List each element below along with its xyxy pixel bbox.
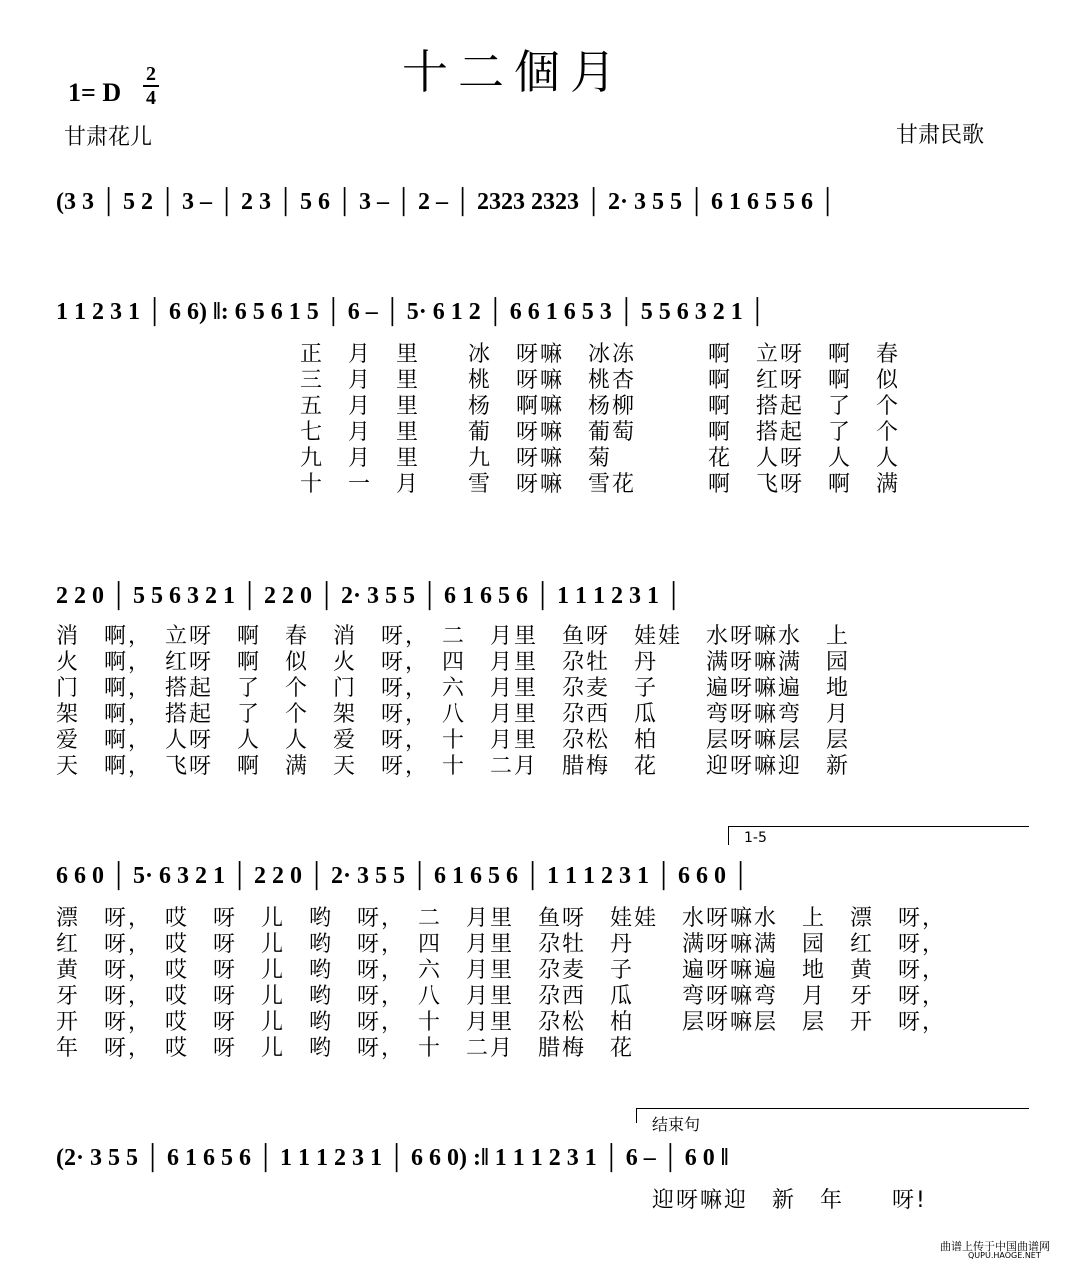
key-signature: 1= D <box>68 78 122 107</box>
lyric-line: 黄 呀， 哎 呀 儿 哟 呀， 六 月里 尕麦 子 遍呀嘛遍 地 黄 呀， <box>56 958 947 983</box>
lyric-line: 漂 呀， 哎 呀 儿 哟 呀， 二 月里 鱼呀 娃娃 水呀嘛水 上 漂 呀， <box>56 906 947 931</box>
lyric-line: 消 啊， 立呀 啊 春 消 呀， 二 月里 鱼呀 娃娃 水呀嘛水 上 <box>56 624 851 649</box>
lyric-line: 七 月 里 葡 呀嘛 葡萄 啊 搭起 了 个 <box>300 420 901 445</box>
lyric-line: 爱 啊， 人呀 人 人 爱 呀， 十 月里 尕松 柏 层呀嘛层 层 <box>56 728 851 753</box>
lyric-line: 三 月 里 桃 呀嘛 桃杏 啊 红呀 啊 似 <box>300 368 901 393</box>
notation-row-5: (2· 3 5 5 │ 6 1 6 5 6 │ 1 1 1 2 3 1 │ 6 6 0) :‖ 1 1 1 2 3 1 │ 6 – │ 6 0 ‖ <box>56 1145 729 1171</box>
lyric-line: 火 啊， 红呀 啊 似 火 呀， 四 月里 尕牡 丹 满呀嘛满 园 <box>56 650 851 675</box>
watermark-url: QUPU.HAOGE.NET <box>968 1251 1041 1260</box>
lyrics-row-2 <box>300 342 900 498</box>
notation-row-1: (3 3 │ 5 2 │ 3 – │ 2 3 │ 5 6 │ 3 – │ 2 – │ 2323 2323 │ 2· 3 5 5 │ 6 1 6 5 5 6 │ <box>56 189 837 215</box>
lyric-line: 九 月 里 九 呀嘛 菊 花 人呀 人 人 <box>300 446 901 471</box>
lyric-line: 天 啊， 飞呀 啊 满 天 呀， 十 二月 腊梅 花 迎呀嘛迎 新 <box>56 754 851 779</box>
lyric-line: 年 呀， 哎 呀 儿 哟 呀， 十 二月 腊梅 花 <box>56 1036 635 1061</box>
lyric-line: 正 月 里 冰 呀嘛 冰冻 啊 立呀 啊 春 <box>300 342 901 367</box>
lyric-line: 红 呀， 哎 呀 儿 哟 呀， 四 月里 尕牡 丹 满呀嘛满 园 红 呀， <box>56 932 947 957</box>
lyric-line: 牙 呀， 哎 呀 儿 哟 呀， 八 月里 尕西 瓜 弯呀嘛弯 月 牙 呀， <box>56 984 947 1009</box>
time-signature-top: 2 <box>146 63 156 85</box>
lyric-line: 五 月 里 杨 啊嘛 杨柳 啊 搭起 了 个 <box>300 394 901 419</box>
lyric-line: 迎呀嘛迎 新 年 呀! <box>652 1188 927 1213</box>
lyrics-row-5 <box>652 1188 927 1214</box>
volta-bracket <box>728 826 1029 845</box>
volta-label: 1-5 <box>744 830 767 846</box>
watermark-text: 曲谱上传于中国曲谱网 <box>940 1240 1050 1253</box>
lyric-line: 门 啊， 搭起 了 个 门 呀， 六 月里 尕麦 子 遍呀嘛遍 地 <box>56 676 851 701</box>
notation-row-4: 6 6 0 │ 5· 6 3 2 1 │ 2 2 0 │ 2· 3 5 5 │ 6 1 6 5 6 │ 1 1 1 2 3 1 │ 6 6 0 │ <box>56 863 750 889</box>
time-signature-bottom: 4 <box>146 87 156 109</box>
lyric-line: 开 呀， 哎 呀 儿 哟 呀， 十 月里 尕松 柏 层呀嘛层 层 开 呀， <box>56 1010 947 1035</box>
lyric-line: 架 啊， 搭起 了 个 架 呀， 八 月里 尕西 瓜 弯呀嘛弯 月 <box>56 702 851 727</box>
page-title: 十二個月 <box>402 45 626 99</box>
time-signature <box>143 64 159 108</box>
notation-row-2: 1 1 2 3 1 │ 6 6) ‖: 6 5 6 1 5 │ 6 – │ 5· 6 1 2 │ 6 6 1 6 5 3 │ 5 5 6 3 2 1 │ <box>56 299 766 325</box>
lyrics-row-3 <box>56 624 850 780</box>
genre-label: 甘肃花儿 <box>64 125 153 150</box>
source-label: 甘肃民歌 <box>896 123 985 148</box>
notation-row-3: 2 2 0 │ 5 5 6 3 2 1 │ 2 2 0 │ 2· 3 5 5 │ 6 1 6 5 6 │ 1 1 1 2 3 1 │ <box>56 583 683 609</box>
lyric-line: 十 一 月 雪 呀嘛 雪花 啊 飞呀 啊 满 <box>300 472 901 497</box>
lyrics-row-4 <box>56 906 946 1062</box>
ending-label: 结束句 <box>652 1115 701 1134</box>
